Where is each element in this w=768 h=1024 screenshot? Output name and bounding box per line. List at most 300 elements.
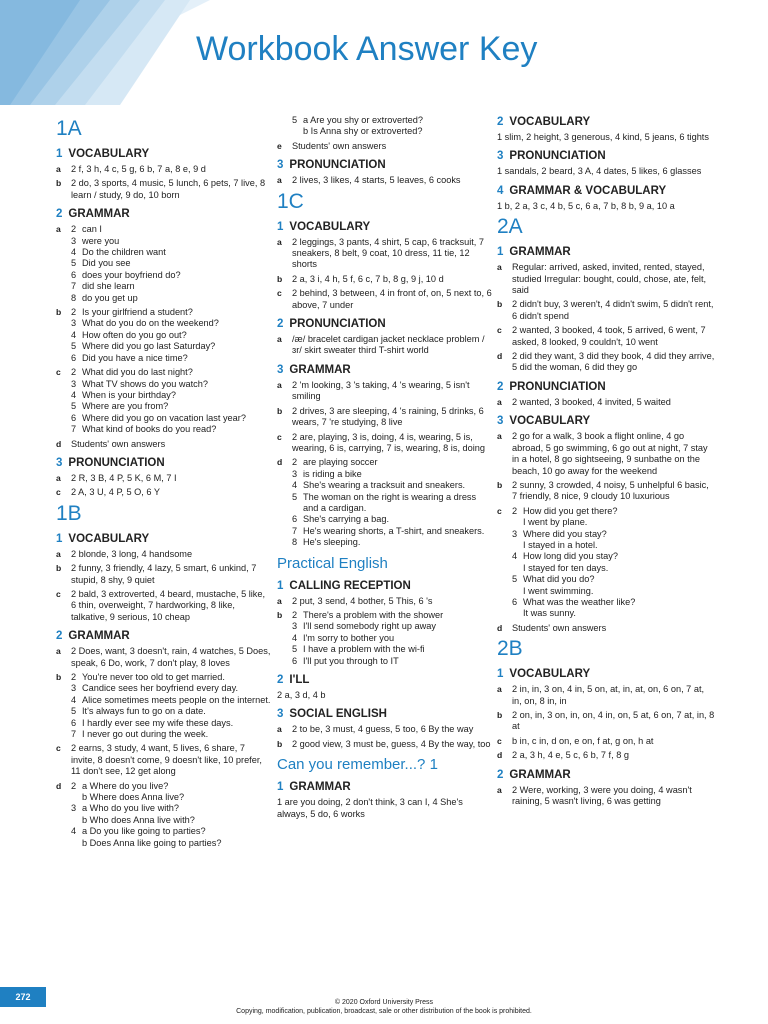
- copyright-line: © 2020 Oxford University Press: [334, 999, 434, 1006]
- item-letter: [277, 115, 292, 138]
- item-letter: c: [56, 487, 61, 498]
- sub-answer: [512, 506, 715, 517]
- exercise-title: PRONUNCIATION: [509, 150, 606, 163]
- item-letter: c: [497, 505, 502, 516]
- subsection-heading: Practical English: [277, 554, 388, 572]
- sub-text: She's carrying a bag.: [303, 514, 390, 525]
- sub-answer: [292, 644, 492, 655]
- exercise-number: 2: [497, 380, 504, 393]
- sub-number: 7: [71, 281, 77, 292]
- exercise-heading: [277, 158, 492, 172]
- sub-answer: [71, 401, 271, 412]
- item-content: 2 on, in, 3 on, in, on, 4 in, on, 5 at, 6 on, 7 at, in, 8 at: [512, 710, 715, 732]
- subsection-heading: Can you remember...? 1: [277, 756, 438, 774]
- exercise-heading: [497, 667, 715, 681]
- sub-answer: [512, 551, 715, 562]
- item-letter: b: [277, 273, 283, 284]
- exercise-heading: [497, 414, 715, 428]
- sub-number: 8: [292, 537, 298, 548]
- item-letter: c: [56, 743, 61, 754]
- item-letter: a: [277, 175, 282, 186]
- item-content: 2 didn't buy, 3 weren't, 4 didn't swim, 5 didn't rent, 6 didn't spend: [512, 299, 714, 321]
- sub-answer: [71, 224, 271, 235]
- exercise-heading: [497, 380, 715, 394]
- sub-text: b Where does Anna live?: [82, 792, 185, 803]
- sub-number: 2: [292, 609, 298, 620]
- decorative-fan-graphic: [0, 0, 210, 105]
- sub-number: 5: [71, 706, 77, 717]
- answer-item: [56, 367, 271, 435]
- item-letter: c: [277, 431, 282, 442]
- sub-text: a Are you shy or extroverted?: [303, 115, 424, 125]
- sub-number: [292, 126, 303, 137]
- answer-item: [277, 334, 492, 357]
- answer-item: [277, 274, 492, 285]
- sub-text: I never go out during the week.: [82, 729, 209, 740]
- answer-item: [497, 262, 715, 296]
- answer-item: [56, 672, 271, 740]
- sub-number: 6: [292, 514, 298, 525]
- item-letter: a: [497, 784, 502, 795]
- item-content: 2 earns, 3 study, 4 want, 5 lives, 6 share, 7 invite, 8 doesn't come, 9 doesn't like, 10 prefer, 11 don't see, 12 get along: [71, 743, 262, 777]
- exercise-number: 2: [277, 674, 284, 686]
- item-letter: c: [277, 288, 282, 299]
- exercise-number: 1: [56, 532, 63, 545]
- sub-number: 4: [292, 480, 298, 491]
- sub-text: Candice sees her boyfriend every day.: [82, 683, 239, 694]
- item-content: 2 behind, 3 between, 4 in front of, on, 5 next to, 6 above, 7 under: [292, 288, 492, 310]
- sub-text: He's sleeping.: [303, 537, 361, 548]
- answer-item: [277, 175, 492, 186]
- item-content: 2 sunny, 3 crowded, 4 noisy, 5 unhelpful 6 basic, 7 friendly, 8 nice, 9 cloudy 10 luxurious: [512, 479, 709, 502]
- sub-text: What did you do?: [523, 574, 595, 585]
- answer-item: [277, 380, 492, 403]
- unit-heading: 1A: [56, 117, 82, 140]
- item-letter: e: [277, 140, 282, 151]
- item-letter: d: [497, 750, 503, 761]
- sub-text: The woman on the right is wearing a dress and a cardigan.: [303, 491, 477, 513]
- sub-text: How did you get there?: [523, 505, 618, 516]
- exercise-title: GRAMMAR: [509, 246, 571, 259]
- answer-item: [277, 432, 492, 455]
- item-letter: a: [277, 595, 282, 606]
- answer-item: [56, 549, 271, 560]
- sub-text: b Does Anna like going to parties?: [82, 837, 222, 848]
- exercise-heading: [56, 147, 271, 161]
- sub-answer: [71, 413, 271, 424]
- sub-number: [71, 815, 82, 826]
- sub-text: Is your girlfriend a student?: [82, 307, 193, 318]
- sub-answer: [71, 379, 271, 390]
- exercise-title: VOCABULARY: [509, 668, 591, 681]
- item-content: 2 A, 3 U, 4 P, 5 O, 6 Y: [71, 487, 161, 498]
- answer-text: 1 slim, 2 height, 3 generous, 4 kind, 5 jeans, 6 tights: [497, 132, 709, 142]
- sub-number: 6: [71, 717, 77, 728]
- answer-text: 2 a, 3 d, 4 b: [277, 690, 326, 700]
- sub-number: 2: [71, 224, 77, 235]
- exercise-heading: [277, 673, 492, 687]
- sub-answer: [71, 390, 271, 401]
- exercise-title: GRAMMAR: [289, 781, 351, 794]
- item-content: Students' own answers: [292, 140, 387, 151]
- sub-text: I have a problem with the wi-fi: [303, 644, 425, 655]
- item-content: [292, 610, 492, 667]
- item-content: 2 'm looking, 3 's taking, 4 's wearing, 5 isn't smiling: [292, 379, 470, 402]
- answer-item: [497, 299, 715, 322]
- sub-text: Where did you go last Saturday?: [82, 341, 216, 352]
- exercise-title: PRONUNCIATION: [68, 456, 165, 469]
- item-letter: d: [497, 351, 503, 362]
- sub-text: b Who does Anna live with?: [82, 814, 195, 825]
- sub-number: 2: [71, 367, 77, 378]
- exercise-heading: [277, 780, 492, 794]
- sub-number: 4: [71, 694, 77, 705]
- exercise-number: 1: [497, 246, 504, 259]
- item-letter: b: [497, 299, 503, 310]
- item-letter: a: [56, 224, 61, 235]
- item-content: 2 to be, 3 must, 4 guess, 5 too, 6 By the way: [292, 724, 474, 735]
- item-letter: c: [497, 735, 502, 746]
- sub-answer: [71, 424, 271, 435]
- sub-answer: [71, 341, 271, 352]
- sub-number: 6: [71, 412, 77, 423]
- sub-answer: [512, 517, 715, 528]
- answer-item: [497, 710, 715, 733]
- answer-item: [56, 224, 271, 304]
- item-letter: b: [497, 479, 503, 490]
- sub-text: Alice sometimes meets people on the internet.: [82, 694, 271, 705]
- answer-item: [497, 431, 715, 477]
- answer-item: [277, 288, 492, 311]
- exercise-heading: [56, 629, 271, 643]
- item-content: 2 R, 3 B, 4 P, 5 K, 6 M, 7 I: [71, 472, 177, 483]
- exercise-number: 3: [56, 456, 63, 469]
- sub-answer: [292, 492, 492, 515]
- answer-item: [56, 563, 271, 586]
- exercise-number: 2: [497, 116, 504, 128]
- item-letter: d: [56, 438, 62, 449]
- item-content: 2 bald, 3 extroverted, 4 beard, mustache, 5 like, 6 thin, overweight, 7 hardworking, 8 like, talkative, 9 serious, 10 cheap: [71, 588, 266, 622]
- item-letter: a: [497, 396, 502, 407]
- answer-item: [56, 487, 271, 498]
- sub-text: did she learn: [82, 281, 135, 292]
- answer-item: [56, 164, 271, 175]
- item-letter: a: [497, 262, 502, 273]
- sub-text: I hardly ever see my wife these days.: [82, 717, 234, 728]
- sub-answer: [71, 318, 271, 329]
- item-letter: b: [56, 307, 62, 318]
- exercise-title: GRAMMAR: [509, 768, 571, 781]
- item-letter: a: [497, 684, 502, 695]
- exercise-heading: [497, 149, 715, 163]
- exercise-title: VOCABULARY: [509, 415, 591, 428]
- sub-text: When is your birthday?: [82, 389, 176, 400]
- sub-answer: [292, 621, 492, 632]
- item-letter: b: [56, 672, 62, 682]
- sub-number: 3: [71, 378, 77, 389]
- sub-answer: [512, 563, 715, 574]
- answer-item: [56, 178, 271, 201]
- answer-item: [497, 785, 715, 808]
- item-content: 2 are, playing, 3 is, doing, 4 is, wearing, 5 is, wearing, 6 is, carrying, 7 is, wearing, 8 is, doing: [292, 431, 486, 453]
- item-content: 2 put, 3 send, 4 bother, 5 This, 6 's: [292, 595, 433, 606]
- exercise-title: VOCABULARY: [68, 532, 150, 545]
- sub-answer: [71, 792, 271, 803]
- answer-item: [56, 781, 271, 849]
- item-content: 2 a, 3 i, 4 h, 5 f, 6 c, 7 b, 8 g, 9 j, 10 d: [292, 273, 444, 284]
- sub-number: 5: [292, 644, 298, 655]
- sub-text: a Who do you live with?: [82, 803, 180, 814]
- item-content: [512, 506, 715, 620]
- sub-number: 7: [292, 525, 298, 536]
- page-number: 272: [0, 987, 46, 1007]
- item-content: Students' own answers: [512, 622, 607, 633]
- sub-text: b Is Anna shy or extroverted?: [303, 126, 423, 137]
- item-letter: c: [497, 325, 502, 336]
- item-content: 2 wanted, 3 booked, 4 invited, 5 waited: [512, 396, 671, 407]
- item-letter: d: [277, 457, 283, 468]
- exercise-number: 3: [497, 415, 504, 428]
- sub-number: 3: [292, 621, 298, 632]
- item-letter: b: [277, 609, 283, 620]
- item-letter: b: [56, 178, 62, 189]
- page-title: Workbook Answer Key: [196, 30, 538, 68]
- exercise-heading: [277, 220, 492, 234]
- sub-answer: [292, 480, 492, 491]
- sub-text: It was sunny.: [523, 608, 576, 619]
- exercise-heading: [497, 245, 715, 259]
- exercise-title: GRAMMAR: [289, 363, 351, 376]
- sub-number: 5: [512, 574, 518, 585]
- item-letter: a: [56, 548, 61, 559]
- exercise-heading: [56, 456, 271, 470]
- item-content: 2 in, in, 3 on, 4 in, 5 on, at, in, at, on, 6 on, 7 at, in, on, 8 in, in: [512, 684, 705, 706]
- sub-text: a Where do you live?: [82, 780, 169, 791]
- item-content: [292, 115, 492, 138]
- answer-item: [56, 589, 271, 623]
- sub-number: 3: [512, 528, 518, 539]
- sub-number: 6: [71, 352, 77, 363]
- sub-number: [512, 517, 523, 528]
- sub-number: 5: [292, 491, 298, 502]
- sub-answer: [71, 672, 271, 683]
- sub-answer: [71, 683, 271, 694]
- item-letter: a: [277, 724, 282, 735]
- exercise-title: GRAMMAR: [68, 208, 130, 221]
- exercise-heading: [56, 207, 271, 221]
- exercise-heading: [497, 184, 715, 198]
- answer-item: [497, 506, 715, 620]
- item-content: [71, 367, 271, 435]
- answer-item: [497, 736, 715, 747]
- exercise-heading: [497, 768, 715, 782]
- answer-item: [497, 750, 715, 761]
- answer-item: [277, 610, 492, 667]
- sub-number: [71, 838, 82, 849]
- exercise-title: PRONUNCIATION: [289, 159, 386, 172]
- answer-text: 1 are you doing, 2 don't think, 3 can I, 4 She's always, 5 do, 6 works: [277, 797, 463, 819]
- sub-number: 2: [71, 780, 77, 791]
- sub-answer: [71, 258, 271, 269]
- item-content: [71, 781, 271, 849]
- exercise-number: 2: [277, 318, 284, 331]
- answer-item: [56, 473, 271, 484]
- sub-answer: [71, 695, 271, 706]
- exercise-number: 3: [277, 708, 284, 721]
- sub-text: I'm sorry to bother you: [303, 632, 395, 643]
- sub-text: There's a problem with the shower: [303, 609, 444, 620]
- sub-number: 5: [71, 341, 77, 352]
- sub-text: What kind of books do you read?: [82, 424, 217, 435]
- sub-answer: [292, 469, 492, 480]
- sub-answer: [71, 330, 271, 341]
- sub-answer: [71, 803, 271, 814]
- item-content: 2 drives, 3 are sleeping, 4 's raining, 5 drinks, 6 wears, 7 're studying, 8 live: [292, 405, 484, 428]
- sub-answer: [71, 826, 271, 837]
- item-content: [71, 672, 271, 740]
- exercise-number: 3: [277, 363, 284, 376]
- sub-number: 6: [292, 655, 298, 666]
- exercise-title: VOCABULARY: [68, 148, 150, 160]
- sub-number: 3: [292, 468, 298, 479]
- sub-number: [512, 608, 523, 619]
- item-content: /æ/ bracelet cardigan jacket necklace problem /ɜr/ skirt sweater third T-shirt world: [292, 334, 485, 356]
- sub-text: He's wearing shorts, a T-shirt, and sneakers.: [303, 525, 485, 536]
- sub-number: 4: [71, 329, 77, 340]
- item-content: 2 leggings, 3 pants, 4 shirt, 5 cap, 6 tracksuit, 7 sneakers, 8 belt, 9 coat, 10 dress, 11 tie, 12 shorts: [292, 236, 485, 270]
- sub-answer: [512, 540, 715, 551]
- sub-text: It's always fun to go on a date.: [82, 706, 206, 717]
- sub-text: I stayed in a hotel.: [523, 539, 598, 550]
- exercise-heading: [497, 115, 715, 129]
- item-content: 2 do, 3 sports, 4 music, 5 lunch, 6 pets, 7 live, 8 learn / study, 9 do, 10 born: [71, 178, 266, 200]
- column-1: [56, 115, 271, 852]
- item-letter: a: [56, 472, 61, 483]
- item-content: 2 a, 3 h, 4 e, 5 c, 6 b, 7 f, 8 g: [512, 750, 629, 761]
- sub-number: 4: [292, 632, 298, 643]
- sub-number: 6: [71, 269, 77, 280]
- answer-item: [277, 115, 492, 138]
- sub-answer: [292, 610, 492, 621]
- sub-answer: [71, 706, 271, 717]
- exercise-title: CALLING RECEPTION: [289, 579, 411, 592]
- answer-item: [497, 684, 715, 707]
- column-3: [497, 115, 715, 810]
- item-content: [71, 307, 271, 364]
- item-letter: a: [56, 646, 61, 657]
- item-letter: a: [56, 164, 61, 174]
- sub-number: 3: [71, 235, 77, 246]
- exercise-heading: [277, 363, 492, 377]
- sub-number: 2: [71, 307, 77, 318]
- exercise-number: 3: [277, 159, 284, 172]
- sub-text: How often do you go out?: [82, 329, 187, 340]
- sub-answer: [292, 514, 492, 525]
- exercise-title: VOCABULARY: [509, 116, 591, 128]
- exercise-title: VOCABULARY: [289, 220, 371, 233]
- exercise-number: 2: [497, 768, 504, 781]
- sub-text: does your boyfriend do?: [82, 269, 181, 280]
- item-content: 2 lives, 3 likes, 4 starts, 5 leaves, 6 cooks: [292, 175, 461, 186]
- sub-number: 3: [71, 318, 77, 329]
- sub-answer: [292, 656, 492, 667]
- sub-number: 2: [292, 457, 298, 468]
- exercise-title: I'LL: [289, 674, 310, 686]
- sub-answer: [71, 718, 271, 729]
- sub-answer: [71, 729, 271, 740]
- sub-answer: [292, 126, 492, 137]
- sub-number: 3: [71, 803, 77, 814]
- answer-item: [497, 351, 715, 374]
- item-letter: a: [497, 431, 502, 442]
- sub-answer: [292, 537, 492, 548]
- item-content: 2 go for a walk, 3 book a flight online, 4 go abroad, 5 go swimming, 6 go out at night, 7 stay in a hotel, 8 go sightseeing, 9 sunbathe on the beach, 10 go away for the weekend: [512, 431, 708, 476]
- sub-answer: [71, 236, 271, 247]
- item-content: 2 Were, working, 3 were you doing, 4 wasn't raining, 5 wasn't living, 6 was getting: [512, 784, 692, 807]
- sub-text: were you: [82, 235, 120, 246]
- item-content: 2 wanted, 3 booked, 4 took, 5 arrived, 6 went, 7 asked, 8 looked, 9 couldn't, 10 went: [512, 325, 706, 347]
- answer-item: [277, 739, 492, 750]
- answer-item: [56, 307, 271, 364]
- sub-answer: [292, 633, 492, 644]
- sub-number: 7: [71, 729, 77, 740]
- item-content: 2 funny, 3 friendly, 4 lazy, 5 smart, 6 unkind, 7 stupid, 8 shy, 9 quiet: [71, 563, 257, 585]
- sub-answer: [512, 608, 715, 619]
- item-letter: b: [56, 563, 62, 574]
- answer-item: [497, 623, 715, 634]
- exercise-title: PRONUNCIATION: [509, 380, 606, 393]
- item-letter: d: [56, 780, 62, 791]
- answer-item: [497, 325, 715, 348]
- exercise-number: 1: [497, 668, 504, 681]
- sub-answer: [71, 307, 271, 318]
- sub-answer: [512, 586, 715, 597]
- sub-text: Where did you stay?: [523, 528, 607, 539]
- item-letter: a: [277, 236, 282, 247]
- item-content: b in, c in, d on, e on, f at, g on, h at: [512, 735, 654, 746]
- item-content: 2 did they want, 3 did they book, 4 did they arrive, 5 did the woman, 6 did they go: [512, 351, 715, 373]
- sub-number: 7: [71, 424, 77, 435]
- answer-item: [497, 480, 715, 503]
- exercise-number: 1: [277, 220, 284, 233]
- item-letter: b: [277, 738, 283, 749]
- item-content: 2 blonde, 3 long, 4 handsome: [71, 548, 193, 559]
- item-content: 2 Does, want, 3 doesn't, rain, 4 watches, 5 Does, speak, 6 Do, work, 7 don't play, 8 loves: [71, 646, 271, 668]
- sub-text: Do the children want: [82, 247, 166, 258]
- sub-text: Did you see: [82, 258, 131, 269]
- exercise-number: 4: [497, 184, 504, 197]
- item-content: 2 f, 3 h, 4 c, 5 g, 6 b, 7 a, 8 e, 9 d: [71, 164, 206, 174]
- sub-answer: [71, 353, 271, 364]
- copyright-notice: Copying, modification, publication, broadcast, sale or other distribution of the book is prohibited.: [236, 1008, 532, 1015]
- sub-text: You're never too old to get married.: [82, 672, 225, 682]
- exercise-heading: [56, 532, 271, 546]
- answer-item: [277, 596, 492, 607]
- unit-heading: 1C: [277, 189, 304, 213]
- answer-item: [277, 457, 492, 548]
- exercise-heading: [277, 317, 492, 331]
- sub-number: 8: [71, 292, 77, 303]
- answer-item: [277, 724, 492, 735]
- item-content: Students' own answers: [71, 438, 166, 449]
- sub-number: [512, 563, 523, 574]
- sub-number: 2: [512, 505, 518, 516]
- item-content: [292, 457, 492, 548]
- sub-answer: [292, 457, 492, 468]
- exercise-title: GRAMMAR: [68, 630, 130, 643]
- sub-answer: [71, 281, 271, 292]
- exercise-heading: [277, 707, 492, 721]
